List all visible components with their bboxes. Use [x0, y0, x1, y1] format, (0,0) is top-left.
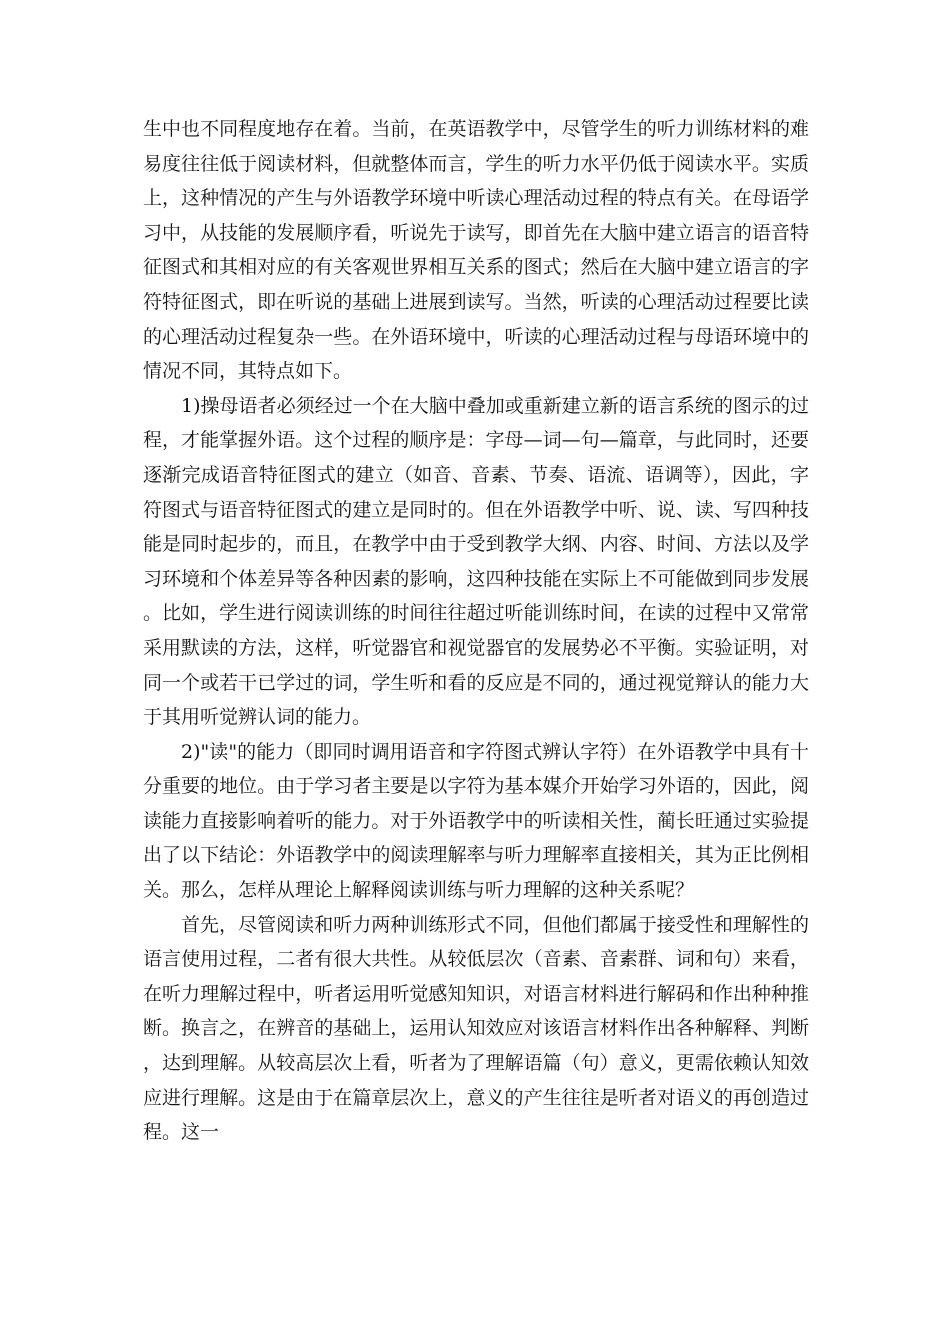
paragraph-point-1: 1)操母语者必须经过一个在大脑中叠加或重新建立新的语言系统的图示的过程，才能掌握外语。这个过程的顺序是：字母—词—句—篇章，与此同时，还要逐渐完成语音特征图式的建立（如音、音素、节奏、语流、语调等），因此，字符图式与语音特征图式的建立是同时的。但在外语教学中听、说、读、写四种技能是同时起步的，而且，在教学中由于受到教学大纲、内容、时间、方法以及学习环境和个体差异等各种因素的影响，这四种技能在实际上不可能做到同步发展。比如，学生进行阅读训练的时间往往超过听能训练时间，在读的过程中又常常采用默读的方法，这样，听觉器官和视觉器官的发展势必不平衡。实验证明，对同一个或若干已学过的词，学生听和看的反应是不同的，通过视觉辩认的能力大于其用听觉辨认词的能力。 — [143, 394, 809, 729]
paragraph-first-reason: 首先，尽管阅读和听力两种训练形式不同，但他们都属于接受性和理解性的语言使用过程，二者有很大共性。从较低层次（音素、音素群、词和句）来看，在听力理解过程中，听者运用听觉感知知识，对语言材料进行解码和作出种种推断。换言之，在辨音的基础上，运用认知效应对该语言材料作出各种解释、判断，达到理解。从较高层次上看，听者为了理解语篇（句）意义，更需依赖认知效应进行理解。这是由于在篇章层次上，意义的产生往往是听者对语义的再创造过程。这一 — [143, 913, 809, 1144]
body-text — [143, 112, 809, 1150]
paragraph-continuation: 生中也不同程度地存在着。当前，在英语教学中，尽管学生的听力训练材料的难易度往往低于阅读材料，但就整体而言，学生的听力水平仍低于阅读水平。实质上，这种情况的产生与外语教学环境中听读心理活动过程的特点有关。在母语学习中，从技能的发展顺序看，听说先于读写，即首先在大脑中建立语言的语音特征图式和其相对应的有关客观世界相互关系的图式；然后在大脑中建立语言的字符特征图式，即在听说的基础上进展到读写。当然，听读的心理活动过程要比读的心理活动过程复杂一些。在外语环境中，听读的心理活动过程与母语环境中的情况不同，其特点如下。 — [143, 118, 809, 383]
paragraph-point-2: 2)"读"的能力（即同时调用语音和字符图式辨认字符）在外语教学中具有十分重要的地位。由于学习者主要是以字符为基本媒介开始学习外语的，因此，阅读能力直接影响着听的能力。对于外语教学中的听读相关性，蔺长旺通过实验提出了以下结论：外语教学中的阅读理解率与听力理解率直接相关，其为正比例相关。那么，怎样从理论上解释阅读训练与听力理解的这种关系呢？ — [143, 740, 809, 902]
